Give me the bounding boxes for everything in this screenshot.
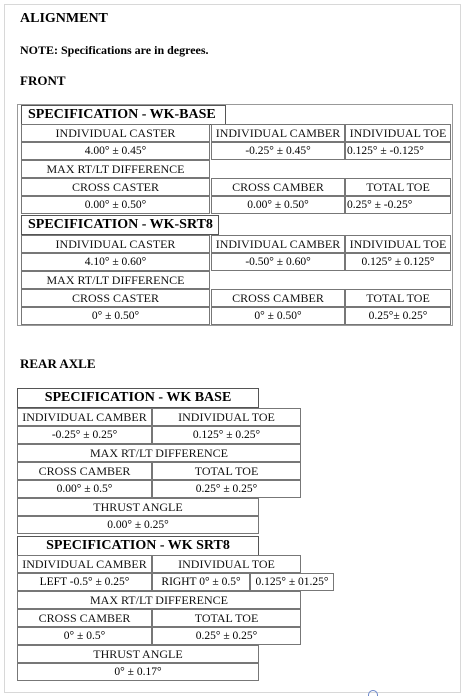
rear-base-cross-camber-value: 0.00° ± 0.5°: [17, 480, 152, 498]
rear-srt8-cross-camber-label: CROSS CAMBER: [17, 609, 152, 627]
front-base-max-diff-label: MAX RT/LT DIFFERENCE: [21, 160, 210, 178]
front-base-cross-camber-label: CROSS CAMBER: [211, 178, 345, 196]
front-base-individual-toe-label: INDIVIDUAL TOE: [345, 124, 451, 142]
front-srt8-individual-toe-label: INDIVIDUAL TOE: [345, 235, 451, 253]
front-base-individual-caster-value: 4.00° ± 0.45°: [21, 142, 210, 160]
rear-base-total-toe-label: TOTAL TOE: [152, 462, 301, 480]
front-srt8-individual-camber-value: -0.50° ± 0.60°: [211, 253, 345, 271]
front-base-total-toe-value: 0.25° ± -0.25°: [345, 196, 451, 214]
rear-base-max-diff-label: MAX RT/LT DIFFERENCE: [17, 444, 301, 462]
front-srt8-cross-camber-label: CROSS CAMBER: [211, 289, 345, 307]
front-srt8-max-diff-label: MAX RT/LT DIFFERENCE: [21, 271, 210, 289]
rear-srt8-individual-toe-label: INDIVIDUAL TOE: [152, 555, 301, 573]
rear-wk-base-header: SPECIFICATION - WK BASE: [17, 388, 259, 408]
front-base-cross-camber-value: 0.00° ± 0.50°: [211, 196, 345, 214]
front-base-individual-camber-label: INDIVIDUAL CAMBER: [211, 124, 345, 142]
rear-srt8-individual-camber-label: INDIVIDUAL CAMBER: [17, 555, 152, 573]
rear-base-total-toe-value: 0.25° ± 0.25°: [152, 480, 301, 498]
rear-base-individual-camber-value: -0.25° ± 0.25°: [17, 426, 152, 444]
rear-srt8-total-toe-value: 0.25° ± 0.25°: [152, 627, 301, 645]
front-base-cross-caster-value: 0.00° ± 0.50°: [21, 196, 210, 214]
units-note: NOTE: Specifications are in degrees.: [20, 43, 209, 57]
front-srt8-total-toe-label: TOTAL TOE: [345, 289, 451, 307]
front-srt8-cross-camber-value: 0° ± 0.50°: [211, 307, 345, 325]
rear-srt8-camber-left-value: LEFT -0.5° ± 0.25°: [17, 573, 152, 591]
scroll-indicator-icon: [368, 690, 378, 696]
front-srt8-cross-caster-label: CROSS CASTER: [21, 289, 210, 307]
rear-srt8-thrust-angle-value: 0° ± 0.17°: [17, 663, 259, 681]
rear-srt8-cross-camber-value: 0° ± 0.5°: [17, 627, 152, 645]
rear-base-individual-toe-value: 0.125° ± 0.25°: [152, 426, 301, 444]
rear-srt8-camber-right-value: RIGHT 0° ± 0.5°: [152, 573, 250, 591]
rear-base-individual-camber-label: INDIVIDUAL CAMBER: [17, 408, 152, 426]
page-title: ALIGNMENT: [20, 11, 108, 26]
rear-axle-heading: REAR AXLE: [20, 356, 96, 371]
front-base-individual-toe-value: 0.125° ± -0.125°: [345, 142, 451, 160]
front-srt8-total-toe-value: 0.25°± 0.25°: [345, 307, 451, 325]
rear-base-cross-camber-label: CROSS CAMBER: [17, 462, 152, 480]
front-srt8-individual-caster-label: INDIVIDUAL CASTER: [21, 235, 210, 253]
rear-base-individual-toe-label: INDIVIDUAL TOE: [152, 408, 301, 426]
front-wk-base-header: SPECIFICATION - WK-BASE: [21, 105, 226, 125]
front-base-total-toe-label: TOTAL TOE: [345, 178, 451, 196]
rear-srt8-total-toe-label: TOTAL TOE: [152, 609, 301, 627]
front-heading: FRONT: [20, 73, 66, 88]
front-base-individual-camber-value: -0.25° ± 0.45°: [211, 142, 345, 160]
rear-base-thrust-angle-label: THRUST ANGLE: [17, 498, 259, 516]
front-base-individual-caster-label: INDIVIDUAL CASTER: [21, 124, 210, 142]
rear-srt8-max-diff-label: MAX RT/LT DIFFERENCE: [17, 591, 301, 609]
front-srt8-individual-caster-value: 4.10° ± 0.60°: [21, 253, 210, 271]
rear-srt8-thrust-angle-label: THRUST ANGLE: [17, 645, 259, 663]
front-base-cross-caster-label: CROSS CASTER: [21, 178, 210, 196]
front-srt8-individual-toe-value: 0.125° ± 0.125°: [345, 253, 451, 271]
front-srt8-individual-camber-label: INDIVIDUAL CAMBER: [211, 235, 345, 253]
rear-srt8-individual-toe-value: 0.125° ± 01.25°: [250, 573, 334, 591]
rear-base-thrust-angle-value: 0.00° ± 0.25°: [17, 516, 259, 534]
rear-wk-srt8-header: SPECIFICATION - WK SRT8: [17, 536, 259, 556]
front-wk-srt8-header: SPECIFICATION - WK-SRT8: [21, 215, 219, 235]
front-srt8-cross-caster-value: 0° ± 0.50°: [21, 307, 210, 325]
